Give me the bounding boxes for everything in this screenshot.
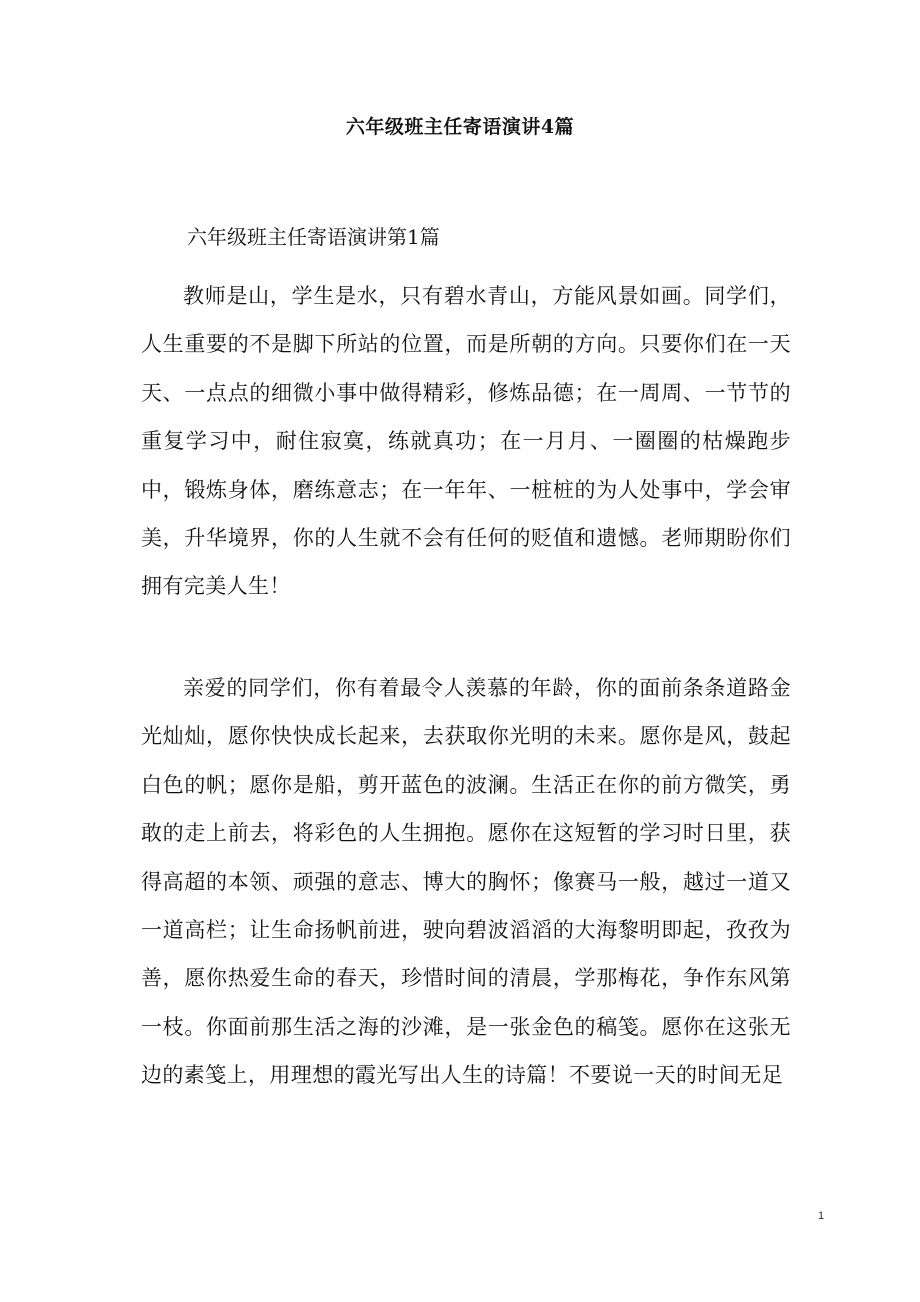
page-number: 1	[818, 1210, 825, 1222]
document-title: 六年级班主任寄语演讲4篇	[345, 116, 575, 138]
paragraph-text: 教师是山，学生是水，只有碧水青山，方能风景如画。同学们，人生重要的不是脚下所站的位置，而是所朝的方向。只要你们在一天天、一点点的细微小事中做得精彩，修炼品德；在一周周、一节节的重复学习中，耐住寂寞，练就真功；在一月月、一圈圈的枯燥跑步中，锻炼身体，磨练意志；在一年年、一桩桩的为人处事中，学会审美，升华境界，你的人生就不会有任何的贬值和遗憾。老师期盼你们拥有完美人生！	[141, 284, 791, 599]
body-paragraph-2	[141, 664, 791, 1100]
body-paragraph-1	[141, 272, 791, 611]
paragraph-text: 亲爱的同学们，你有着最令人羡慕的年龄，你的面前条条道路金光灿灿，愿你快快成长起来，去获取你光明的未来。愿你是风，鼓起白色的帆；愿你是船，剪开蓝色的波澜。生活正在你的前方微笑，勇敢的走上前去，将彩色的人生拥抱。愿你在这短暂的学习时日里，获得高超的本领、顽强的意志、博大的胸怀；像赛马一般，越过一道又一道高栏；让生命扬帆前进，驶向碧波滔滔的大海黎明即起，孜孜为善，愿你热爱生命的春天，珍惜时间的清晨，学那梅花，争作东风第一枝。你面前那生活之海的沙滩，是一张金色的稿笺。愿你在这张无边的素笺上，用理想的霞光写出人生的诗篇！不要说一天的时间无足	[141, 676, 791, 1088]
section-heading: 六年级班主任寄语演讲第1篇	[187, 225, 440, 249]
